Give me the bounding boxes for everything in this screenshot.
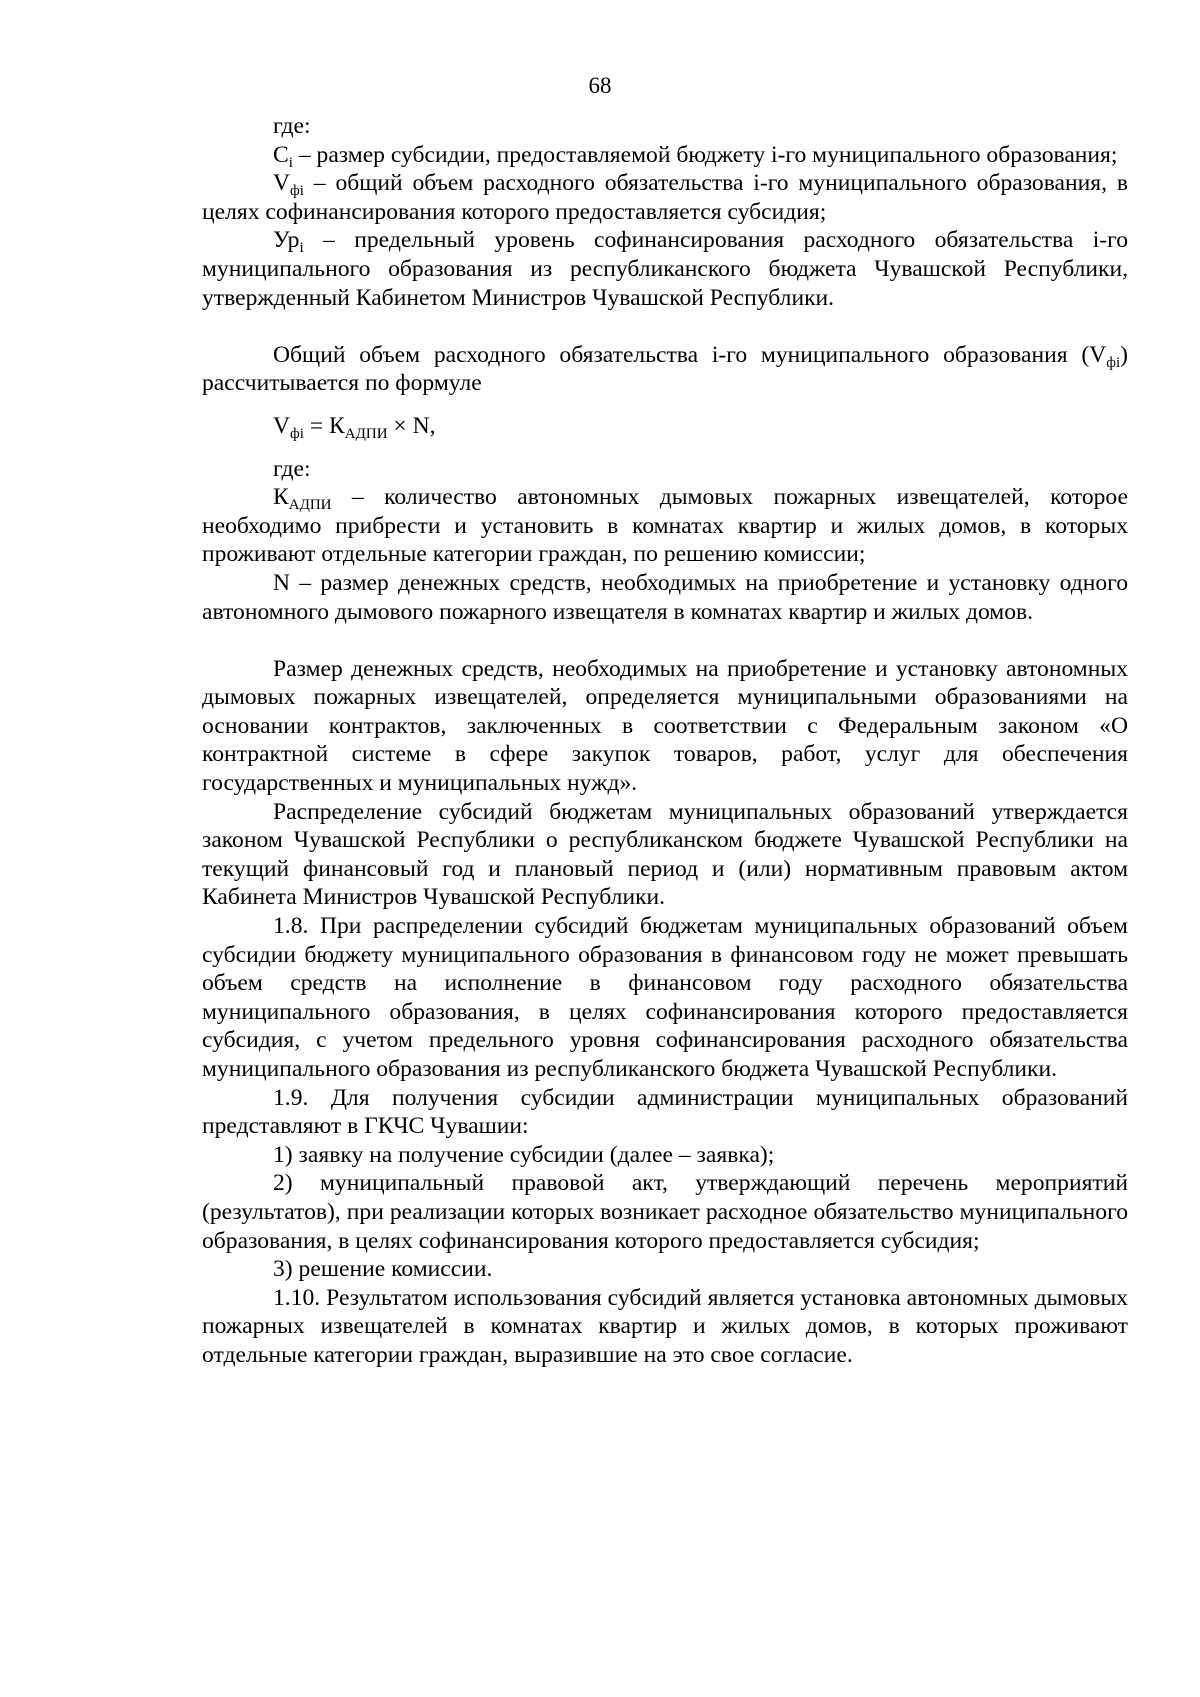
symbol-y-subscript: i bbox=[299, 240, 304, 257]
definition-y-text: предельный уровень софинансирования расходного обязательства i-го муниципального образования из республиканского бюджета Чувашской Республики, утвержденный Кабинетом Министров Чувашской Республики. bbox=[202, 227, 1129, 311]
formula-intro-text: Общий объем расходного обязательства i-го муниципального образования ( bbox=[273, 341, 1090, 368]
symbol-k: К bbox=[273, 484, 289, 511]
formula-tail: × N, bbox=[387, 412, 436, 439]
list-item-3: 3) решение комиссии. bbox=[273, 1256, 493, 1283]
where-label-2: где: bbox=[273, 455, 311, 482]
symbol-n: N bbox=[273, 569, 291, 596]
definition-n bbox=[202, 569, 1128, 626]
paragraph-1-10: 1.10. Результатом использования субсидий является установка автономных дымовых пожарных извещателей в комнатах квартир и жилых домов, в которых проживают отдельные категории граждан, выразившие на это свое согласие. bbox=[202, 1284, 1128, 1368]
dash: – bbox=[331, 484, 385, 511]
symbol-k-subscript: АДПИ bbox=[288, 497, 332, 514]
document-body bbox=[202, 112, 1128, 1370]
definition-k-text: количество автономных дымовых пожарных извещателей, которое необходимо прибрести и установить в комнатах квартир и жилых домов, в которых проживают отдельные категории граждан, по решению комиссии; bbox=[202, 484, 1128, 568]
symbol-v-subscript: фi bbox=[290, 183, 304, 200]
paragraph-funds: Размер денежных средств, необходимых на приобретение и установку автономных дымовых пожарных извещателей, определяется муниципальными образованиями на основании контрактов, заключенных в соответствии с Федеральным законом «О контрактной системе в сфере закупок товаров, работ, услуг для обеспечения государственных и муниципальных нужд». bbox=[202, 655, 1128, 797]
formula-equals: = bbox=[303, 412, 330, 439]
dash: – bbox=[303, 170, 336, 197]
formula-intro bbox=[202, 341, 1128, 398]
definition-k bbox=[202, 483, 1128, 569]
definition-c-text: размер субсидии, предоставляемой бюджету i-го муниципального образования; bbox=[316, 141, 1118, 168]
definition-v-text: общий объем расходного обязательства i-го муниципального образования, в целях софинансирования которого предоставляется субсидия; bbox=[202, 170, 1129, 225]
spacer bbox=[202, 312, 1128, 341]
formula-k-subscript: АДПИ bbox=[344, 425, 388, 442]
dash: – bbox=[303, 227, 355, 254]
list-item-2: 2) муниципальный правовой акт, утверждающий перечень мероприятий (результатов), при реализации которых возникает расходное обязательство муниципального образования, в целях софинансирования которого предоставляется субсидия; bbox=[202, 1170, 1128, 1254]
where-label-1: где: bbox=[273, 113, 311, 139]
page-number: 68 bbox=[588, 73, 612, 98]
spacer bbox=[202, 626, 1128, 655]
formula-k: К bbox=[329, 412, 345, 439]
definition-n-text: размер денежных средств, необходимых на приобретение и установку одного автономного дымового пожарного извещателя в комнатах квартир и жилых домов. bbox=[202, 569, 1129, 625]
symbol-c-subscript: i bbox=[288, 154, 293, 171]
dash: – bbox=[290, 569, 321, 596]
paragraph-1-8: 1.8. При распределении субсидий бюджетам муниципальных образований объем субсидии бюджету муниципального образования в финансовом году не может превышать объем средств на исполнение в финансовом году расходного обязательства муниципального образования, в целях софинансирования которого предоставляется субсидия, с учетом предельного уровня софинансирования расходного обязательства муниципального образования из республиканского бюджета Чувашской Республики. bbox=[202, 913, 1128, 1082]
paragraph-distribution: Распределение субсидий бюджетам муниципальных образований утверждается законом Чувашской Республики о республиканском бюджете Чувашской Республики на текущий финансовый год и плановый период и (или) нормативным правовым актом Кабинета Министров Чувашской Республики. bbox=[202, 798, 1128, 911]
definition-y bbox=[202, 226, 1128, 312]
symbol-y: Ур bbox=[273, 227, 300, 254]
symbol-v: V bbox=[1089, 341, 1107, 368]
symbol-c: С bbox=[273, 141, 289, 168]
paragraph-1-9: 1.9. Для получения субсидии администрации муниципальных образований представляют в ГКЧС Чувашии: bbox=[202, 1084, 1128, 1140]
symbol-v: V bbox=[273, 170, 291, 197]
formula-v-subscript: фi bbox=[290, 425, 304, 442]
definition-c bbox=[202, 141, 1128, 170]
formula-v: V bbox=[273, 412, 291, 439]
dash: – bbox=[292, 141, 317, 168]
list-item-1: 1) заявку на получение субсидии (далее – заявка); bbox=[273, 1141, 775, 1168]
symbol-v-subscript: фi bbox=[1106, 354, 1121, 371]
formula bbox=[273, 412, 1128, 441]
definition-v bbox=[202, 169, 1128, 226]
formula-intro-text-end: ) рассчитывается по формуле bbox=[202, 341, 1128, 397]
